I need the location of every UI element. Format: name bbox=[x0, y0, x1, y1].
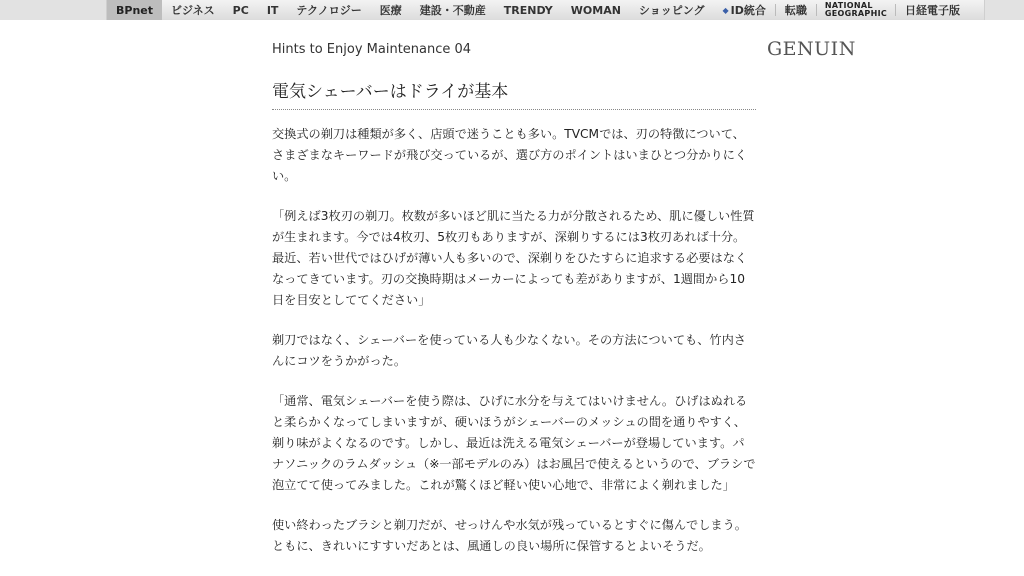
article-body bbox=[272, 124, 756, 576]
nav-pc[interactable]: PC bbox=[232, 3, 249, 17]
nav-national-geographic[interactable] bbox=[817, 0, 895, 20]
paragraph: 「例えば3枚刃の剃刀。枚数が多いほど肌に当たる力が分散されるため、肌に優しい性質が生まれます。今では4枚刃、5枚刃もありますが、深剃りするには3枚刃あれば十分。最近、若い世代ではひげが薄い人も多いので、深剃りをひたすらに追求する必要はなくなってきています。刃の交換時期はメーカーによっても差がありますが、1週間から10日を目安としててください」 bbox=[272, 209, 755, 307]
global-nav bbox=[106, 0, 985, 20]
nav-trendy[interactable]: TRENDY bbox=[503, 3, 553, 17]
series-label: Hints to Enjoy Maintenance 04 bbox=[272, 42, 472, 57]
nav-technology[interactable]: テクノロジー bbox=[296, 4, 362, 17]
article-title: 電気シェーバーはドライが基本 bbox=[272, 82, 509, 102]
natgeo-line2: GEOGRAPHIC bbox=[824, 9, 888, 18]
nav-nikkei-digital[interactable]: 日経電子版 bbox=[905, 4, 961, 17]
paragraph: 「通常、電気シェーバーを使う際は、ひげに水分を与えてはいけません。ひげはぬれると柔らかくなってしまいますが、硬いほうがシェーバーのメッシュの間を通りやすく、剃り味がよくなるのです。しかし、最近は洗える電気シェーバーが登場しています。パナソニックのラムダッシュ（※一部モデルのみ）はお風呂で使えるというので、ブラシで泡立てて使ってみました。これが驚くほど軽い使い心地で、非常によく剃れました」 bbox=[272, 394, 756, 492]
nav-construction[interactable]: 建設・不動産 bbox=[419, 4, 486, 17]
nav-medical[interactable]: 医療 bbox=[379, 4, 402, 17]
nav-career[interactable]: 転職 bbox=[784, 4, 807, 17]
global-nav-bar bbox=[0, 0, 1024, 20]
diamond-icon: ◆ bbox=[722, 5, 729, 15]
title-divider bbox=[272, 109, 756, 110]
nav-it[interactable]: IT bbox=[266, 3, 279, 17]
genuin-logo[interactable]: GENUIN bbox=[767, 38, 856, 60]
nav-id-integration[interactable] bbox=[713, 0, 774, 20]
nav-business[interactable]: ビジネス bbox=[171, 4, 215, 17]
nav-id-label: ID統合 bbox=[730, 4, 766, 17]
paragraph: 交換式の剃刀は種類が多く、店頭で迷うことも多い。TVCMでは、刃の特徴について、さまざまなキーワードが飛び交っているが、選び方のポイントはいまひとつ分かりにくい。 bbox=[272, 127, 748, 183]
nav-shopping[interactable]: ショッピング bbox=[638, 4, 705, 17]
nav-bpnet[interactable]: BPnet bbox=[107, 0, 162, 20]
paragraph: 剃刀ではなく、シェーバーを使っている人も少なくない。その方法についても、竹内さんにコツをうかがった。 bbox=[272, 333, 746, 368]
natgeo-line1: NATIONAL bbox=[824, 1, 873, 10]
paragraph: 使い終わったブラシと剃刀だが、せっけんや水気が残っているとすぐに傷んでしまう。ともに、きれいにすすいだあとは、風通しの良い場所に保管するとよいそうだ。 bbox=[272, 518, 747, 553]
nav-woman[interactable]: WOMAN bbox=[570, 3, 621, 17]
